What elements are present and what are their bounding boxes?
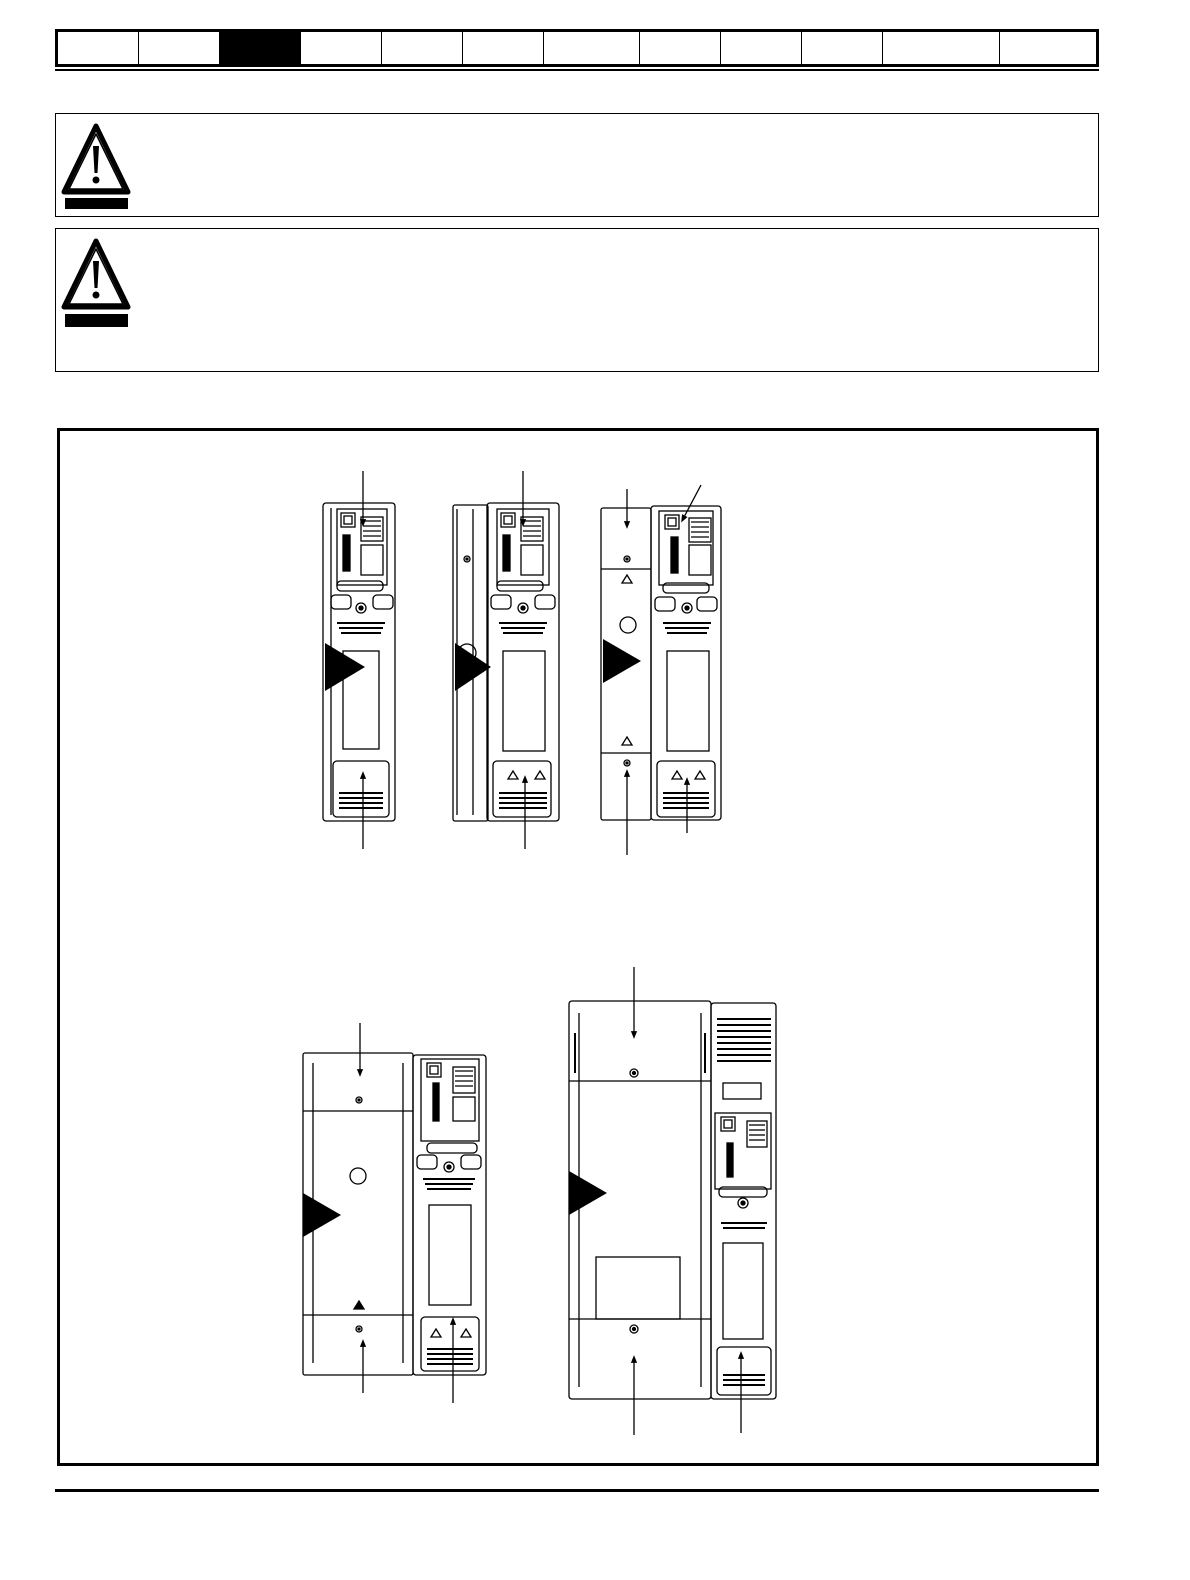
section-tab-11[interactable] (883, 32, 1000, 64)
section-tab-12[interactable] (1000, 32, 1096, 64)
drive-size-3 (601, 485, 721, 855)
section-tab-bar (55, 29, 1099, 67)
section-tab-4[interactable] (301, 32, 382, 64)
drive-size-4 (303, 1023, 486, 1403)
section-tab-5[interactable] (382, 32, 463, 64)
section-tab-10[interactable] (802, 32, 883, 64)
drive-size-1 (323, 471, 395, 849)
section-tab-1[interactable] (58, 32, 139, 64)
header-rule (55, 69, 1099, 71)
warning-triangle-icon (60, 235, 132, 331)
warning-box-1 (55, 113, 1099, 217)
section-tab-2[interactable] (139, 32, 220, 64)
section-tab-8[interactable] (640, 32, 721, 64)
section-tab-6[interactable] (463, 32, 544, 64)
warning-box-2 (55, 228, 1099, 372)
section-tab-9[interactable] (721, 32, 802, 64)
section-tab-7[interactable] (544, 32, 640, 64)
drive-illustrations (60, 431, 1096, 1463)
drive-size-5 (569, 967, 776, 1435)
drive-size-2 (453, 471, 559, 849)
drive-figure (57, 428, 1099, 1466)
footer-rule (55, 1489, 1099, 1492)
warning-triangle-icon (60, 120, 132, 212)
section-tab-3-active[interactable] (220, 32, 301, 64)
